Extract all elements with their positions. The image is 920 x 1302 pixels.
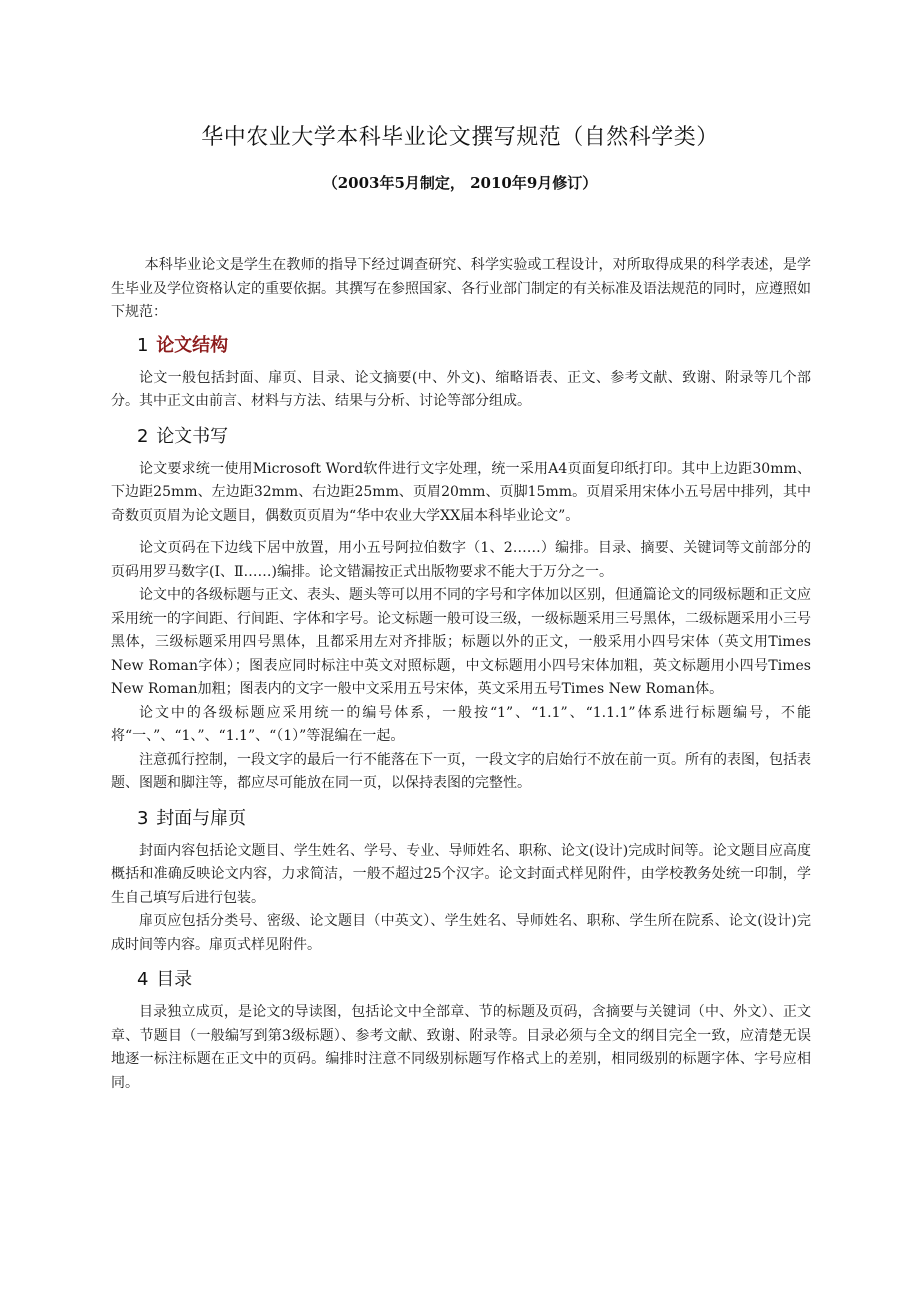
- body-paragraph: 论文页码在下边线下居中放置，用小五号阿拉伯数字（1、2……）编排。目录、摘要、关键词等文前部分的页码用罗马数字(Ⅰ、Ⅱ……)编排。论文错漏按正式出版物要求不能大于万分之一。: [111, 540, 811, 580]
- document-subtitle: （2003年5月制定， 2010年9月修订）: [322, 174, 598, 192]
- document-title: 华中农业大学本科毕业论文撰写规范（自然科学类）: [201, 125, 719, 150]
- section-2-heading: [111, 424, 811, 450]
- section-number: 2: [137, 425, 149, 447]
- section-number: 3: [137, 807, 149, 829]
- section-title: 目录: [156, 969, 193, 990]
- section-title: 封面与扉页: [156, 807, 247, 829]
- body-paragraph: 论文一般包括封面、扉页、目录、论文摘要(中、外文)、缩略语表、正文、参考文献、致谢、附录等几个部分。其中正文由前言、材料与方法、结果与分析、讨论等部分组成。: [111, 369, 811, 409]
- body-paragraph: 论文中的各级标题应采用统一的编号体系，一般按“1”、“1.1”、“1.1.1”体系进行标题编号，不能将“一、”、“1、”、“1.1”、“（1）”等混编在一起。: [111, 704, 811, 744]
- section-number: 4: [137, 969, 149, 990]
- body-paragraph: 论文要求统一使用Microsoft Word软件进行文字处理，统一采用A4页面复印纸打印。其中上边距30mm、下边距25mm、左边距32mm、右边距25mm、页眉20mm、页脚15mm。页眉采用宋体小五号居中排列，其中奇数页页眉为论文题目，偶数页页眉为“华中农业大学XX届本科毕业论文”。: [111, 460, 811, 524]
- section-number: 1: [137, 334, 149, 356]
- section-title: 论文结构: [156, 334, 229, 356]
- body-paragraph: 目录独立成页，是论文的导读图，包括论文中全部章、节的标题及页码，含摘要与关键词（中、外文）、正文章、节题目（一般编写到第3级标题）、参考文献、致谢、附录等。目录必须与全文的纲目完全一致，应清楚无误地逐一标注标题在正文中的页码。编排时注意不同级别标题写作格式上的差别，相同级别的标题字体、字号应相同。: [111, 1004, 811, 1091]
- section-4-heading: [111, 967, 811, 993]
- body-paragraph: 论文中的各级标题与正文、表头、题头等可以用不同的字号和字体加以区别，但通篇论文的同级标题和正文应采用统一的字间距、行间距、字体和字号。论文标题一般可设三级，一级标题采用三号黑体，二级标题采用小三号黑体，三级标题采用四号黑体，且都采用左对齐排版；标题以外的正文，一般采用小四号宋体（英文用Times New Roman字体）；图表应同时标注中英文对照标题，中文标题用小四号宋体加粗，英文标题用小四号Times New Roman加粗；图表内的文字一般中文采用五号宋体，英文采用五号Times New Roman体。: [111, 587, 811, 697]
- body-paragraph: 封面内容包括论文题目、学生姓名、学号、专业、导师姓名、职称、论文(设计)完成时间等。论文题目应高度概括和准确反映论文内容，力求简洁，一般不超过25个汉字。论文封面式样见附件，由学校教务处统一印制，学生自己填写后进行包装。: [111, 842, 811, 906]
- section-title: 论文书写: [156, 425, 229, 447]
- body-paragraph: 扉页应包括分类号、密级、论文题目（中英文）、学生姓名、导师姓名、职称、学生所在院系、论文(设计)完成时间等内容。扉页式样见附件。: [111, 913, 811, 953]
- section-3-heading: [111, 806, 811, 832]
- intro-paragraph: 本科毕业论文是学生在教师的指导下经过调查研究、科学实验或工程设计，对所取得成果的科学表述，是学生毕业及学位资格认定的重要依据。其撰写在参照国家、各行业部门制定的有关标准及语法规范的同时，应遵照如下规范：: [111, 257, 811, 320]
- document-body: [111, 254, 811, 1095]
- body-paragraph: 注意孤行控制，一段文字的最后一行不能落在下一页，一段文字的启始行不放在前一页。所有的表图，包括表题、图题和脚注等，都应尽可能放在同一页，以保持表图的完整性。: [111, 751, 811, 791]
- section-1-heading: [111, 333, 811, 359]
